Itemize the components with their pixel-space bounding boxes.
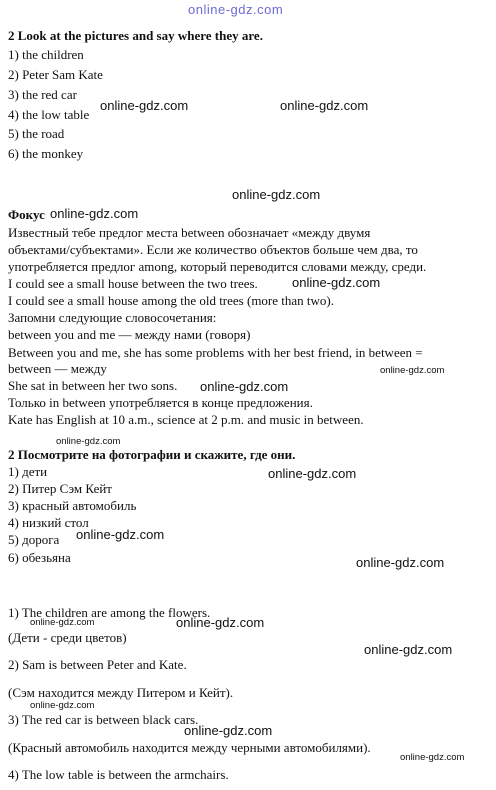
focus-line: объектами/субъектами». Если же количество объектов больше чем два, то xyxy=(8,242,418,257)
focus-line: She sat in between her two sons. xyxy=(8,378,178,393)
list-item: 4) the low table xyxy=(8,107,90,122)
list-item: 5) дорога xyxy=(8,532,60,547)
watermark: online-gdz.com xyxy=(364,642,453,657)
answer-line: 3) The red car is between black cars. xyxy=(8,712,199,727)
answer-line: 1) The children are among the flowers. xyxy=(8,605,211,620)
answer-line: (Красный автомобиль находится между черными автомобилями). xyxy=(8,740,371,755)
list-item: 2) Питер Сэм Кейт xyxy=(8,481,112,496)
watermark: online-gdz.com xyxy=(30,700,95,711)
focus-line: I could see a small house between the two trees. xyxy=(8,276,258,291)
list-item: 1) дети xyxy=(8,464,48,479)
watermark: online-gdz.com xyxy=(56,436,121,447)
list-item: 6) the monkey xyxy=(8,146,84,161)
watermark-top: online-gdz.com xyxy=(188,2,284,17)
focus-line: употребляется предлог among, который переводится словами между, среди. xyxy=(8,259,427,274)
list-item: 6) обезьяна xyxy=(8,550,71,565)
list-item: 4) низкий стол xyxy=(8,515,89,530)
watermark: online-gdz.com xyxy=(400,752,465,763)
list-item: 5) the road xyxy=(8,126,65,141)
list-item: 2) Peter Sam Kate xyxy=(8,67,103,82)
focus-line: Только in between употребляется в конце предложения. xyxy=(8,395,313,410)
focus-title: Фокус xyxy=(8,207,45,222)
answer-line: 2) Sam is between Peter and Kate. xyxy=(8,657,187,672)
focus-line: Between you and me, she has some problems with her best friend, in between = xyxy=(8,345,423,360)
watermark: online-gdz.com xyxy=(100,98,189,113)
watermark: online-gdz.com xyxy=(200,379,289,394)
list-item: 3) the red car xyxy=(8,87,77,102)
english-task-heading: 2 Look at the pictures and say where they are. xyxy=(8,28,263,43)
watermark: online-gdz.com xyxy=(356,555,445,570)
watermark: online-gdz.com xyxy=(232,187,321,202)
focus-line: I could see a small house among the old trees (more than two). xyxy=(8,293,334,308)
watermark: online-gdz.com xyxy=(30,617,95,628)
focus-line: between — между xyxy=(8,361,107,376)
watermark: online-gdz.com xyxy=(292,275,381,290)
watermark: online-gdz.com xyxy=(184,723,273,738)
focus-line: Известный тебе предлог места between обозначает «между двумя xyxy=(8,225,371,240)
watermark: online-gdz.com xyxy=(50,206,139,221)
focus-line: between you and me — между нами (говоря) xyxy=(8,327,251,342)
russian-task-heading: 2 Посмотрите на фотографии и скажите, где они. xyxy=(8,447,296,462)
watermark: online-gdz.com xyxy=(268,466,357,481)
watermark: online-gdz.com xyxy=(76,527,165,542)
focus-line: Запомни следующие словосочетания: xyxy=(8,310,217,325)
answer-line: (Дети - среди цветов) xyxy=(8,630,127,645)
list-item: 3) красный автомобиль xyxy=(8,498,137,513)
list-item: 1) the children xyxy=(8,47,84,62)
answer-line: (Сэм находится между Питером и Кейт). xyxy=(8,685,234,700)
watermark: online-gdz.com xyxy=(280,98,369,113)
watermark: online-gdz.com xyxy=(176,615,265,630)
focus-line: Kate has English at 10 a.m., science at 2 p.m. and music in between. xyxy=(8,412,364,427)
answer-line: 4) The low table is between the armchairs. xyxy=(8,767,229,782)
watermark: online-gdz.com xyxy=(380,365,445,376)
